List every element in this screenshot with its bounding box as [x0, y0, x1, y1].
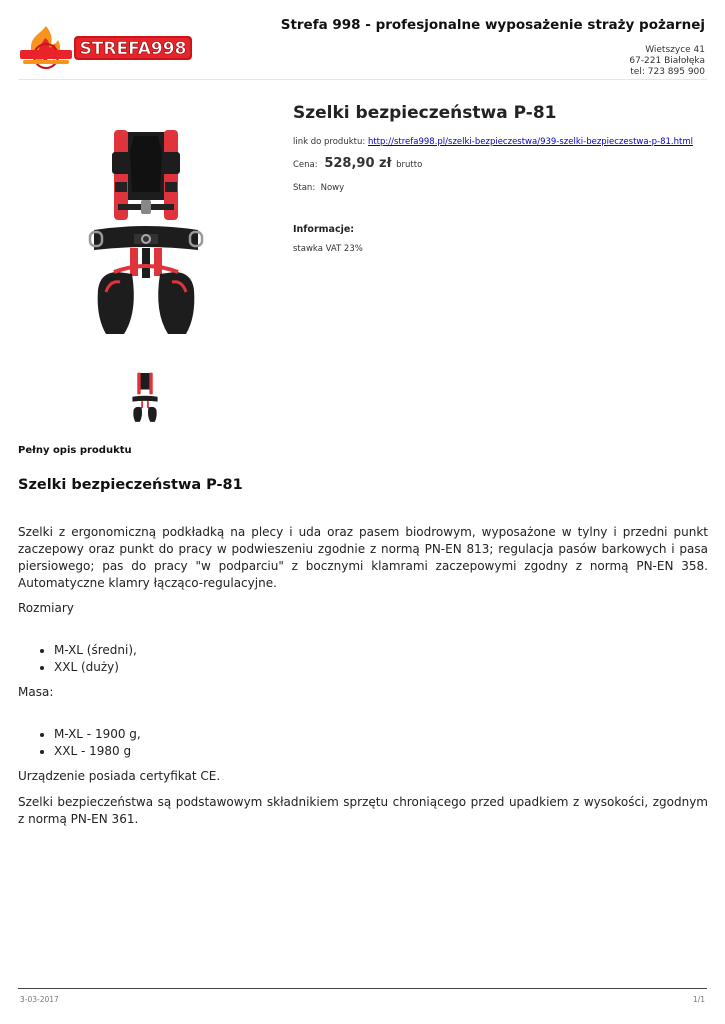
svg-text:STREFA998: STREFA998 [79, 39, 187, 59]
price-value: 528,90 zł [324, 156, 392, 171]
list-item: • XXL (duży) [54, 659, 708, 676]
list-item: • M-XL - 1900 g, [54, 726, 708, 743]
price-label: Cena: [293, 160, 318, 170]
price-suffix: brutto [396, 160, 423, 170]
product-link-label: link do produktu: [293, 137, 366, 147]
page-number: 1/1 [692, 995, 705, 1004]
price-row [293, 156, 422, 171]
list-item: • M-XL (średni), [54, 642, 708, 659]
sizes-list [18, 642, 708, 676]
list-item: • XXL - 1980 g [54, 743, 708, 760]
product-image[interactable] [84, 122, 208, 340]
strefa998-logo [18, 22, 196, 74]
sizes-label: Rozmiary [18, 601, 74, 615]
stock-label: Stan: [293, 183, 316, 193]
header-divider [18, 79, 707, 80]
product-link-row [293, 137, 693, 147]
mass-list [18, 726, 708, 760]
company-address [629, 45, 705, 78]
description-title: Szelki bezpieczeństwa P-81 [18, 477, 243, 493]
address-street: Wietszyce 41 [645, 45, 705, 55]
footer-date: 3-03-2017 [20, 995, 59, 1004]
site-title: Strefa 998 - profesjonalne wyposażenie straży pożarnej [280, 17, 705, 33]
vat-rate: stawka VAT 23% [293, 244, 363, 254]
info-heading: Informacje: [293, 224, 355, 235]
product-title: Szelki bezpieczeństwa P-81 [293, 103, 557, 123]
footer-divider [18, 988, 707, 989]
description-body [18, 524, 708, 828]
product-link[interactable]: http://strefa998.pl/szelki-bezpieczestwa/939-szelki-bezpieczestwa-p-81.html [367, 137, 693, 147]
stock-value: Nowy [320, 183, 345, 193]
mass-label: Masa: [18, 685, 54, 699]
closing-paragraph: Szelki bezpieczeństwa są podstawowym składnikiem sprzętu chroniącego przed upadkiem z wysokości, zgodnym z normą PN-EN 361. [18, 795, 708, 826]
full-description-heading: Pełny opis produktu [18, 445, 132, 456]
address-phone: tel: 723 895 900 [630, 67, 705, 77]
certificate-note: Urządzenie posiada certyfikat CE. [18, 769, 221, 783]
description-intro: Szelki z ergonomiczną podkładką na plecy i uda oraz pasem biodrowym, wyposażone w tylny i przedni punkt zaczepowy oraz punkt do pracy w podwieszeniu zgodnie z normą PN-EN 813; regulacja pasów barkowych i pasa piersiowego; pas do pracy "w podparciu" z bocznymi klamrami zaczepowymi zgodny z normą PN-EN 358. Automatyczne klamry łącząco-regulacyjne. [18, 525, 708, 590]
stock-row [293, 183, 344, 193]
product-thumbnail[interactable] [130, 370, 160, 424]
address-city: 67-221 Białołęka [629, 56, 705, 66]
